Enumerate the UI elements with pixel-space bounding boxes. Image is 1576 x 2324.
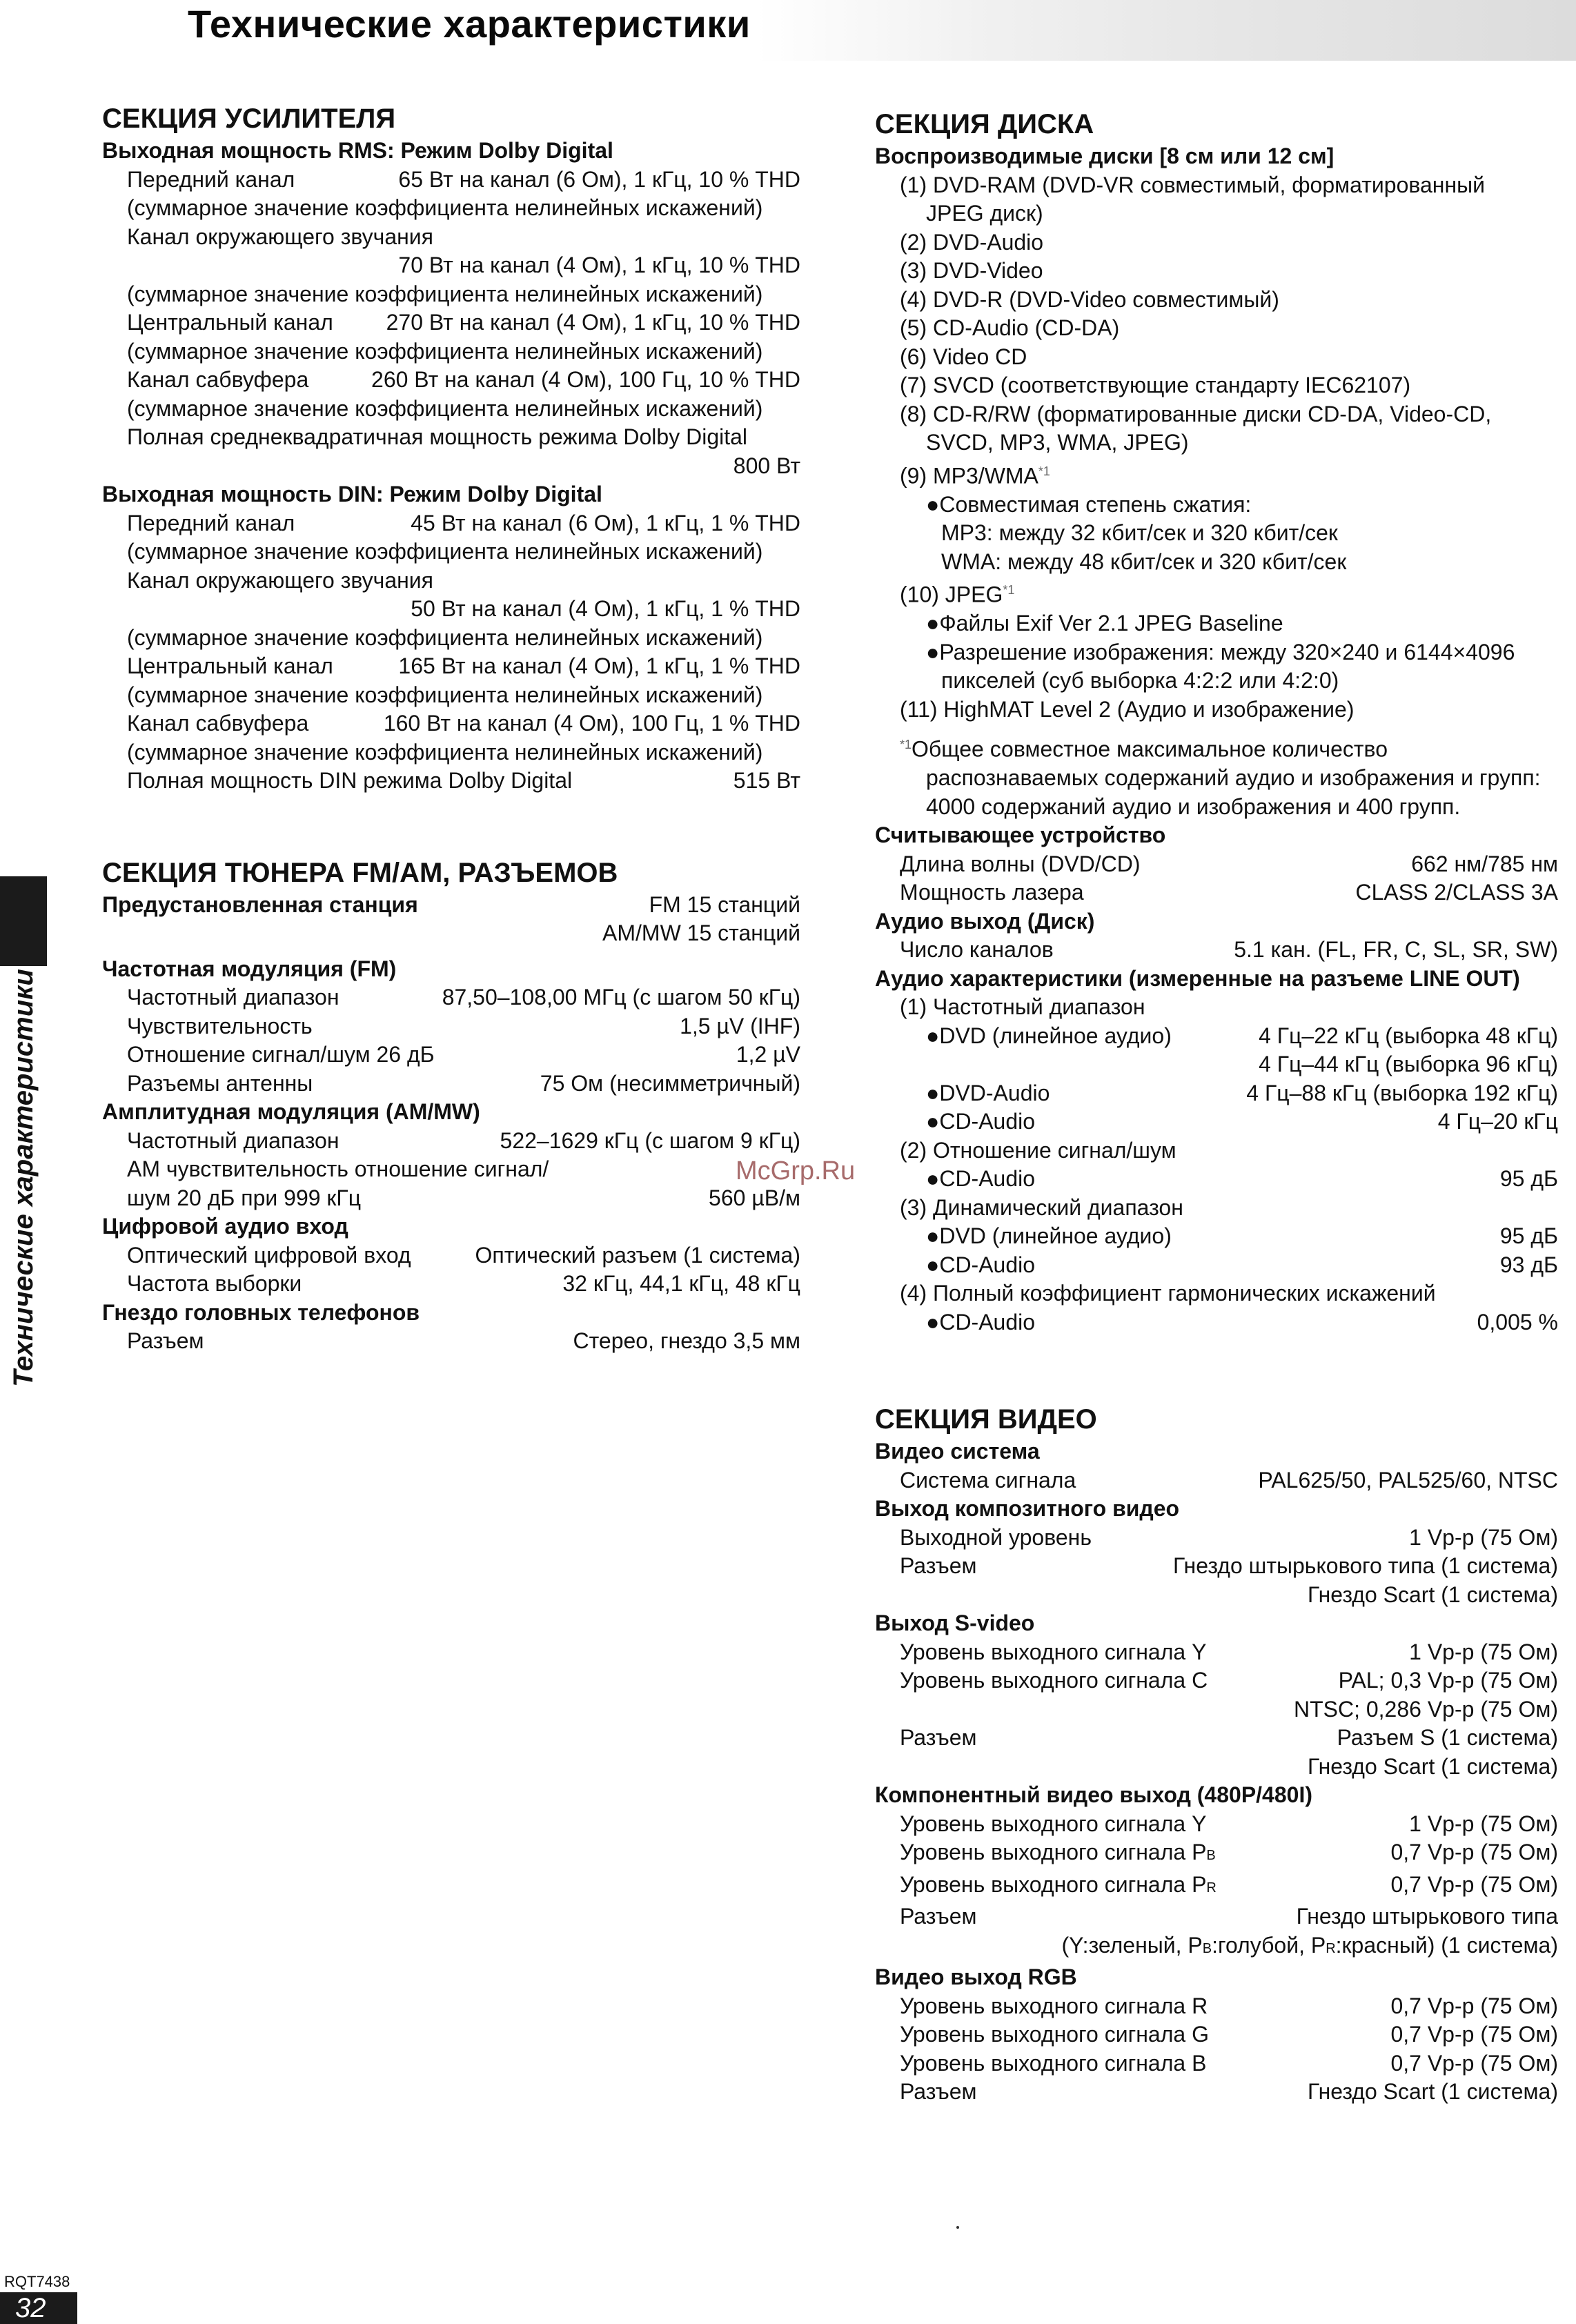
disc-item-cont: SVCD, MP3, WMA, JPEG) [926, 430, 1189, 455]
signal-system-row: Система сигнала PAL625/50, PAL525/60, NTSC [900, 1467, 1558, 1493]
surround-label: Канал окружающего звучания [127, 567, 433, 593]
snr-cd-row: ●CD-Audio 95 дБ [926, 1166, 1558, 1192]
jpeg-bullet-cont: пикселей (суб выборка 4:2:2 или 4:2:0) [941, 668, 1339, 693]
dr-cd-row: ●CD-Audio 93 дБ [926, 1252, 1558, 1277]
svideo-c-ntsc: NTSC; 0,286 Vp-p (75 Ом) [1293, 1696, 1558, 1722]
fm-range-row: Частотный диапазон 87,50–108,00 МГц (с шагом 50 кГц) [127, 985, 800, 1010]
component-y-row: Уровень выходного сигнала Y 1 Vp-p (75 Ом) [900, 1811, 1558, 1836]
jpeg-bullet: ●Файлы Exif Ver 2.1 JPEG Baseline [926, 611, 1283, 636]
disc-item: (2) DVD-Audio [900, 229, 1044, 255]
thd-note: (суммарное значение коэффициента нелинейных искажений) [127, 539, 763, 564]
component-conn-row: Разъем Гнездо штырькового типа [900, 1904, 1558, 1929]
rgb-b-row: Уровень выходного сигнала B 0,7 Vp-p (75 Ом) [900, 2050, 1558, 2076]
fm-snr-row: Отношение сигнал/шум 26 дБ 1,2 µV [127, 1042, 800, 1067]
audio-char-header: Аудио характеристики (измеренные на разъеме LINE OUT) [875, 965, 1520, 991]
disc-item: (3) DVD-Video [900, 258, 1043, 283]
am-header: Амплитудная модуляция (AM/MW) [102, 1099, 480, 1124]
am-sens-row: шум 20 дБ при 999 кГц 560 µВ/м [127, 1185, 800, 1210]
svideo-c-row: Уровень выходного сигнала С PAL; 0,3 Vp-p (75 Ом) [900, 1668, 1558, 1693]
disc-section-title: СЕКЦИЯ ДИСКА [875, 109, 1094, 139]
fr-dvd-value-2: 4 Гц–44 кГц (выборка 96 кГц) [1259, 1052, 1558, 1077]
disc-item-cont: JPEG диск) [926, 201, 1043, 226]
din-surround-value: 50 Вт на канал (4 Ом), 1 кГц, 1 % THD [411, 596, 800, 621]
dr-dvd-row: ●DVD (линейное аудио) 95 дБ [926, 1223, 1558, 1249]
side-tab-marker [0, 876, 47, 966]
left-column [102, 97, 800, 1356]
rms-front-row: Передний канал 65 Вт на канал (6 Ом), 1 кГц, 10 % THD [127, 166, 800, 192]
watermark: McGrp.Ru [736, 1156, 856, 1185]
composite-scart: Гнездо Scart (1 система) [1308, 1582, 1558, 1607]
disc-item: (5) CD-Audio (CD-DA) [900, 315, 1120, 340]
svideo-scart: Гнездо Scart (1 система) [1308, 1753, 1558, 1779]
mp3-rate: MP3: между 32 кбит/сек и 320 кбит/сек [941, 520, 1338, 546]
rms-center-row: Центральный канал 270 Вт на канал (4 Ом), 1 кГц, 10 % THD [127, 310, 800, 335]
component-pb-row: Уровень выходного сигнала PB 0,7 Vp-p (75 Ом) [900, 1840, 1558, 1865]
jpeg-bullet: ●Разрешение изображения: между 320×240 и 6144×4096 [926, 639, 1515, 664]
component-conn-colors: (Y:зеленый, PB:голубой, PR:красный) (1 система) [1061, 1932, 1558, 1958]
fr-dvda-row: ●DVD-Audio 4 Гц–88 кГц (выборка 192 кГц) [926, 1080, 1558, 1105]
surround-label: Канал окружающего звучания [127, 224, 433, 249]
rms-sub-row: Канал сабвуфера 260 Вт на канал (4 Ом), 100 Гц, 10 % THD [127, 367, 800, 392]
footnote: $^{*1}$Общее совместное максимальное количество [900, 736, 1388, 762]
page-title: Технические характеристики [188, 2, 751, 46]
din-sub-row: Канал сабвуфера 160 Вт на канал (4 Ом), 100 Гц, 1 % THD [127, 711, 800, 736]
rms-total-label: Полная среднеквадратичная мощность режима Dolby Digital [127, 424, 748, 449]
din-center-row: Центральный канал 165 Вт на канал (4 Ом), 1 кГц, 1 % THD [127, 653, 800, 678]
preset-am: AM/MW 15 станций [602, 920, 800, 945]
thd-note: (суммарное значение коэффициента нелинейных искажений) [127, 395, 763, 421]
video-section-title: СЕКЦИЯ ВИДЕО [875, 1404, 1097, 1435]
fm-header: Частотная модуляция (FM) [102, 956, 397, 981]
audio-out-header: Аудио выход (Диск) [875, 908, 1095, 934]
disc-item-mp3: (9) MP3/WMA$^{*1}$ [900, 463, 1050, 489]
thd-note: (суммарное значение коэффициента нелинейных искажений) [127, 624, 763, 650]
wavelength-row: Длина волны (DVD/CD) 662 нм/785 нм [900, 851, 1558, 876]
disc-item: (8) CD-R/RW (форматированные диски CD-DA, Video-CD, [900, 401, 1492, 426]
disc-item: (11) HighMAT Level 2 (Аудио и изображение) [900, 696, 1355, 722]
fr-cd-row: ●CD-Audio 4 Гц–20 кГц [926, 1109, 1558, 1134]
svideo-y-row: Уровень выходного сигнала Y 1 Vp-p (75 Ом) [900, 1639, 1558, 1664]
rgb-r-row: Уровень выходного сигнала R 0,7 Vp-p (75 Ом) [900, 1993, 1558, 2018]
disc-item-jpeg: (10) JPEG$^{*1}$ [900, 582, 1015, 607]
page-number: 32 [0, 2292, 77, 2324]
dyn-range-label: (3) Динамический диапазон [900, 1194, 1183, 1220]
am-range-row: Частотный диапазон 522–1629 кГц (с шагом 9 кГц) [127, 1127, 800, 1153]
rms-header: Выходная мощность RMS: Режим Dolby Digital [102, 138, 613, 163]
right-column [875, 102, 1558, 2107]
footnote-cont: 4000 содержаний аудио и изображения и 400 групп. [926, 794, 1461, 819]
mp3-bullet: ●Совместимая степень сжатия: [926, 491, 1252, 517]
svideo-header: Выход S-video [875, 1611, 1035, 1636]
thd-cd-row: ●CD-Audio 0,005 % [926, 1309, 1558, 1335]
composite-header: Выход композитного видео [875, 1496, 1180, 1522]
rgb-header: Видео выход RGB [875, 1964, 1077, 1990]
tuner-section-title: СЕКЦИЯ ТЮНЕРА FM/AM, РАЗЪЕМОВ [102, 857, 618, 888]
disc-item: (6) Video CD [900, 344, 1027, 369]
svideo-conn-row: Разъем Разъем S (1 система) [900, 1725, 1558, 1751]
thd-note: (суммарное значение коэффициента нелинейных искажений) [127, 281, 763, 306]
fm-sens-row: Чувствительность 1,5 µV (IHF) [127, 1013, 800, 1038]
thd-note: (суммарное значение коэффициента нелинейных искажений) [127, 338, 763, 364]
rms-surround-value: 70 Вт на канал (4 Ом), 1 кГц, 10 % THD [398, 253, 800, 277]
thd-note: (суммарное значение коэффициента нелинейных искажений) [127, 739, 763, 765]
component-pr-row: Уровень выходного сигнала PR 0,7 Vp-p (75 Ом) [900, 1871, 1558, 1897]
laser-power-row: Мощность лазера CLASS 2/CLASS 3A [900, 880, 1558, 905]
am-sens-label: АМ чувствительность отношение сигнал/ [127, 1156, 549, 1181]
din-header: Выходная мощность DIN: Режим Dolby Digital [102, 482, 602, 506]
wma-rate: WMA: между 48 кбит/сек и 320 кбит/сек [941, 549, 1347, 574]
disc-item: (7) SVCD (соответствующие стандарту IEC62107) [900, 373, 1411, 397]
din-total-row: Полная мощность DIN режима Dolby Digital 515 Вт [127, 768, 800, 793]
preset-row: Предустановленная станция FM 15 станций [102, 892, 800, 917]
channels-row: Число каналов 5.1 кан. (FL, FR, C, SL, SR, SW) [900, 937, 1558, 963]
din-front-row: Передний канал 45 Вт на канал (6 Ом), 1 кГц, 1 % THD [127, 510, 800, 535]
video-system-header: Видео система [875, 1439, 1040, 1464]
stray-dot [956, 2226, 959, 2229]
amp-section-title: СЕКЦИЯ УСИЛИТЕЛЯ [102, 104, 396, 134]
side-tab-text: Технические характеристики [8, 969, 39, 1387]
disc-item: (4) DVD-R (DVD-Video совместимый) [900, 286, 1279, 312]
snr-label: (2) Отношение сигнал/шум [900, 1137, 1176, 1163]
thd-note: (суммарное значение коэффициента нелинейных искажений) [127, 195, 763, 220]
composite-conn-row: Разъем Гнездо штырькового типа (1 система) [900, 1553, 1558, 1579]
doc-code: RQT7438 [4, 2273, 70, 2290]
composite-level-row: Выходной уровень 1 Vp-p (75 Ом) [900, 1524, 1558, 1550]
thd-note: (суммарное значение коэффициента нелинейных искажений) [127, 682, 763, 707]
digital-opt-row: Оптический цифровой вход Оптический разъем (1 система) [127, 1242, 800, 1268]
disc-item: (1) DVD-RAM (DVD-VR совместимый, форматированный [900, 172, 1486, 197]
pickup-header: Считывающее устройство [875, 823, 1166, 848]
digital-in-header: Цифровой аудио вход [102, 1214, 348, 1239]
fr-dvd-row: ●DVD (линейное аудио) 4 Гц–22 кГц (выборка 48 кГц) [926, 1023, 1558, 1048]
freq-range-label: (1) Частотный диапазон [900, 994, 1145, 1020]
rgb-conn-row: Разъем Гнездо Scart (1 система) [900, 2079, 1558, 2105]
rgb-g-row: Уровень выходного сигнала G 0,7 Vp-p (75 Ом) [900, 2022, 1558, 2047]
footnote-cont: распознаваемых содержаний аудио и изображения и групп: [926, 765, 1541, 791]
playable-header: Воспроизводимые диски [8 см или 12 см] [875, 144, 1334, 168]
thd-label: (4) Полный коэффициент гармонических искажений [900, 1281, 1436, 1306]
headphone-header: Гнездо головных телефонов [102, 1299, 420, 1325]
component-header: Компонентный видео выход (480P/480I) [875, 1782, 1312, 1808]
fm-antenna-row: Разъемы антенны 75 Ом (несимметричный) [127, 1070, 800, 1096]
rms-total-value: 800 Вт [733, 453, 800, 478]
headphone-row: Разъем Стерео, гнездо 3,5 мм [127, 1328, 800, 1353]
digital-fs-row: Частота выборки 32 кГц, 44,1 кГц, 48 кГц [127, 1271, 800, 1296]
